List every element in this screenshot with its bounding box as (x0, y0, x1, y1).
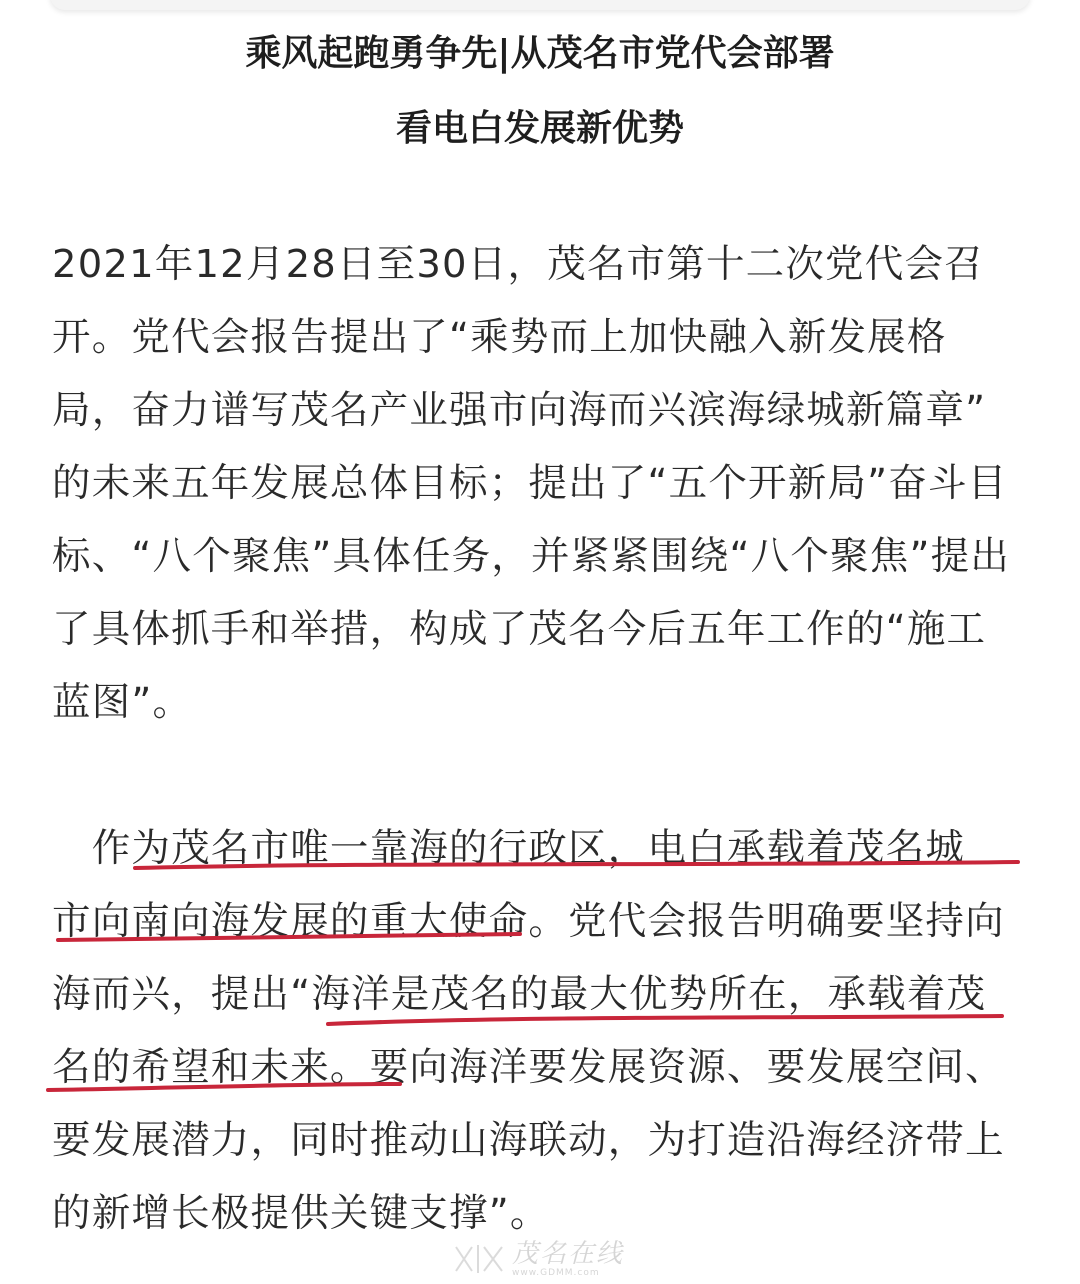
article-title (0, 16, 1080, 166)
paragraph-line: 蓝图”。 (52, 680, 193, 725)
paragraph-2 (52, 812, 1032, 1250)
paragraph-line: 的未来五年发展总体目标；提出了“五个开新局”奋斗目 (52, 461, 1008, 506)
paragraph-line: 开。党代会报告提出了“乘势而上加快融入新发展格 (52, 315, 947, 360)
previous-card-edge (50, 0, 1030, 10)
paragraph-line: 市向南向海发展的重大使命。党代会报告明确要坚持向 (52, 899, 1005, 944)
paragraph-line: 标、“八个聚焦”具体任务，并紧紧围绕“八个聚焦”提出 (52, 534, 1010, 579)
watermark-site-name: 茂名在线 (512, 1238, 625, 1269)
title-line-2: 看电白发展新优势 (395, 108, 684, 149)
paragraph-line: 局，奋力谱写茂名产业强市向海而兴滨海绿城新篇章” (52, 388, 987, 433)
paragraph-line: 名的希望和未来。要向海洋要发展资源、要发展空间、 (52, 1045, 1005, 1090)
paragraph-line: 的新增长极提供关键支撑”。 (52, 1191, 550, 1236)
paragraph-line: 要发展潜力，同时推动山海联动，为打造沿海经济带上 (52, 1118, 1005, 1163)
title-line-1: 乘风起跑勇争先|从茂名市党代会部署 (245, 33, 835, 74)
paragraph-1 (52, 228, 1032, 739)
watermark-logo-icon (452, 1241, 506, 1277)
watermark-url: www.GDMM.com (512, 1267, 600, 1278)
paragraph-line: 了具体抓手和举措，构成了茂名今后五年工作的“施工 (52, 607, 987, 652)
site-watermark (452, 1238, 624, 1280)
paragraph-line: 2021年12月28日至30日，茂名市第十二次党代会召 (52, 242, 984, 287)
paragraph-line: 海而兴，提出“海洋是茂名的最大优势所在，承载着茂 (52, 972, 987, 1017)
paragraph-line: 作为茂名市唯一靠海的行政区，电白承载着茂名城 (52, 826, 966, 871)
